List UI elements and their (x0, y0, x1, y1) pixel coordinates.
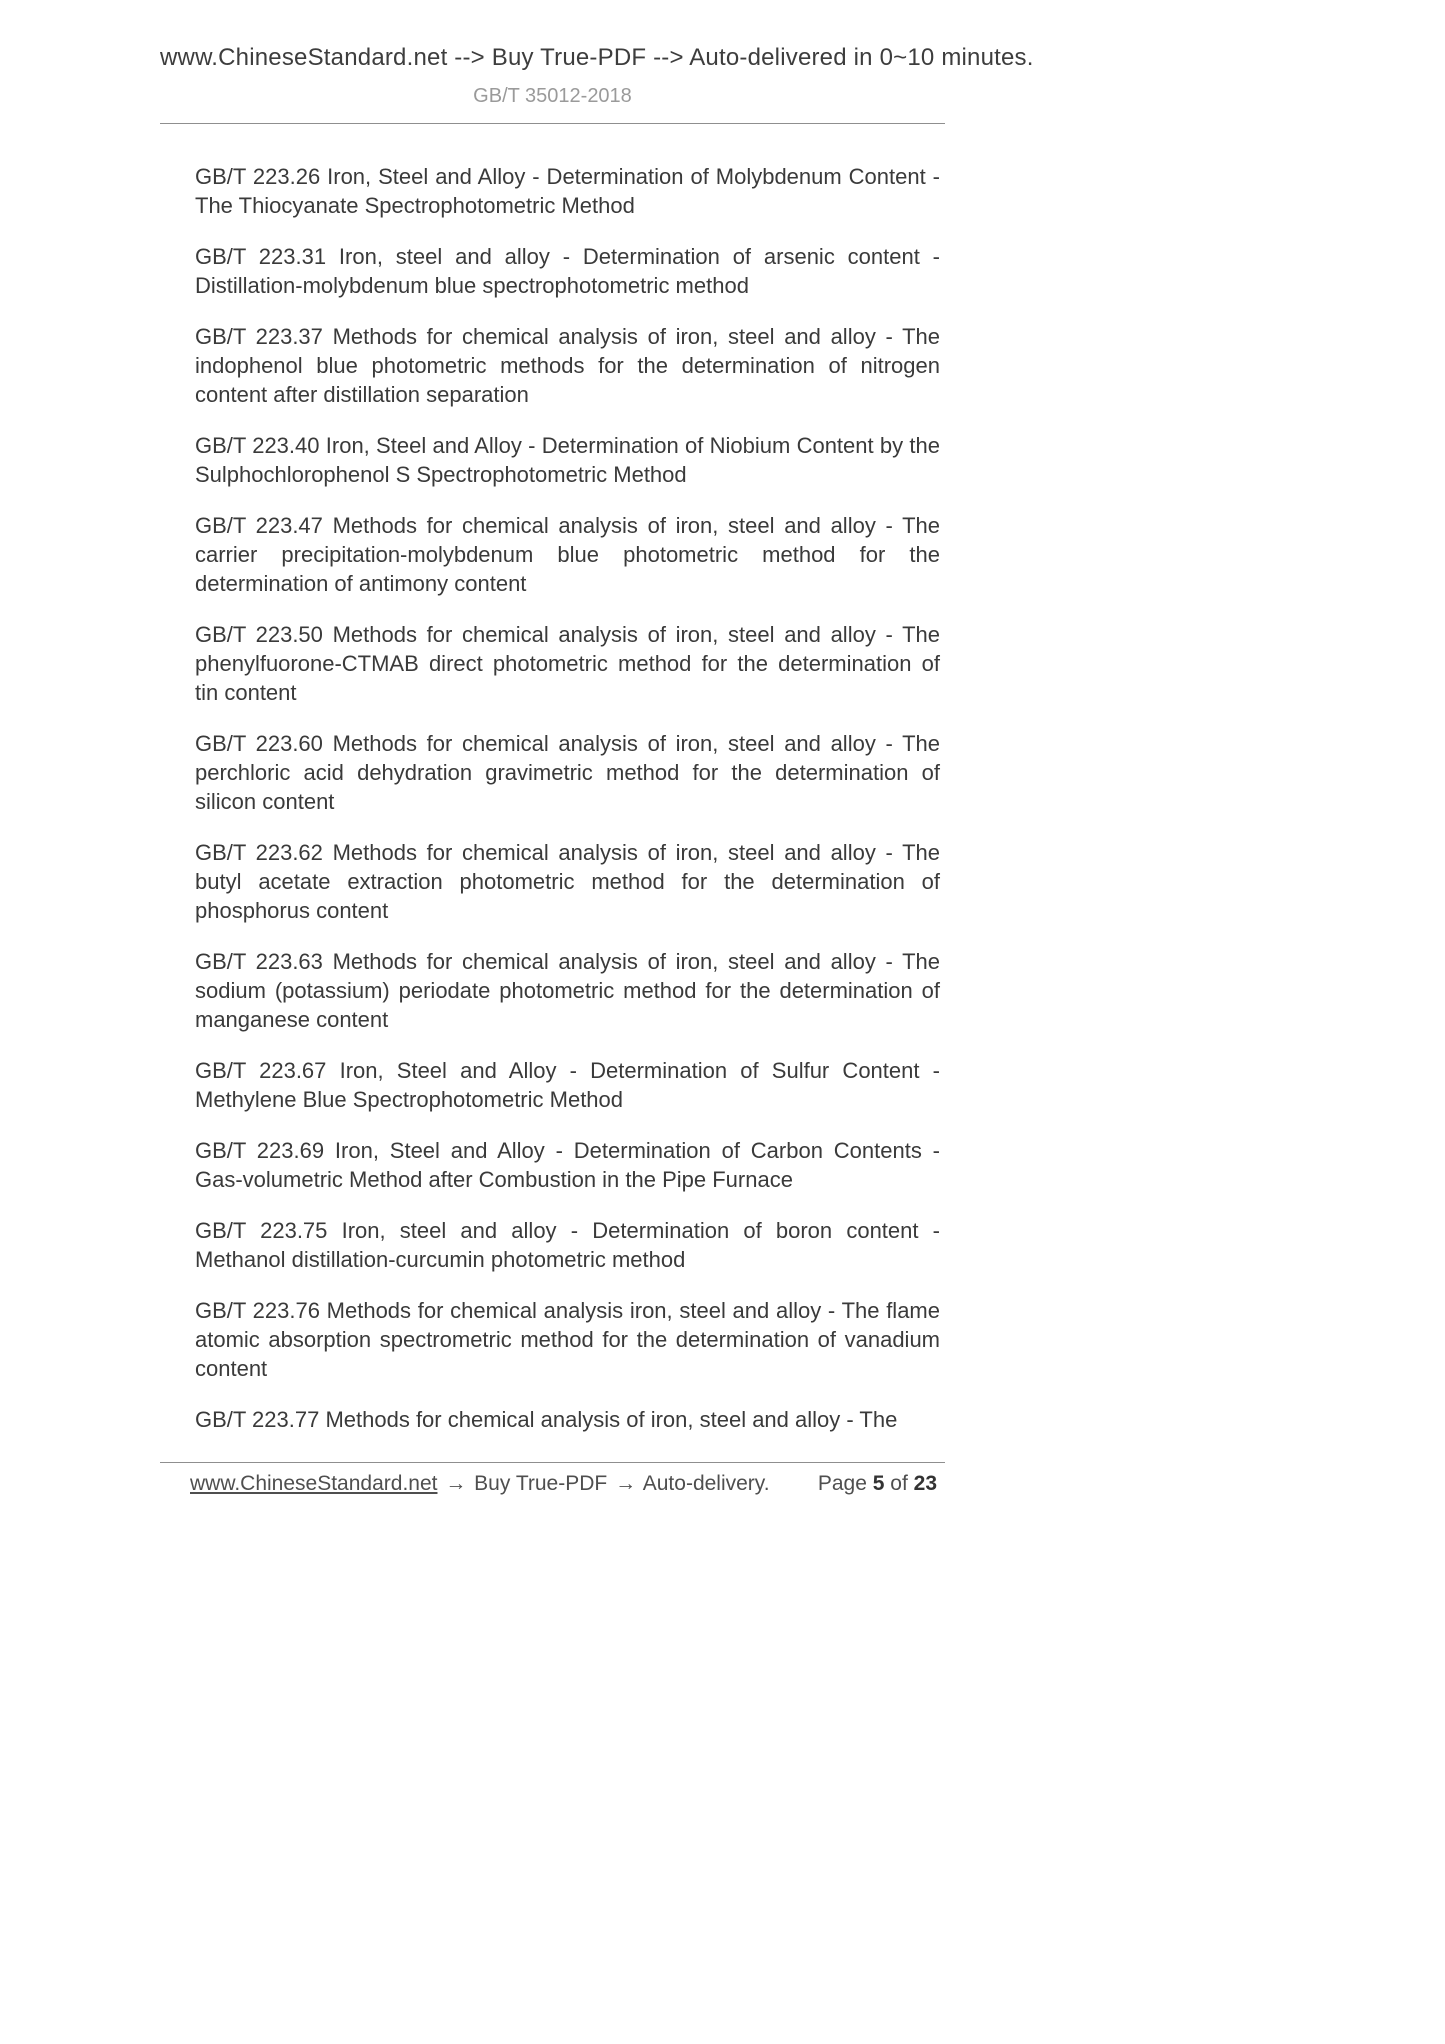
footer-delivery-text: Auto-delivery. (642, 1472, 770, 1495)
page-number: 5 (872, 1472, 885, 1495)
header-banner-text: www.ChineseStandard.net --> Buy True-PDF --> Auto-delivered in 0~10 minutes. (160, 44, 1034, 71)
standard-number: GB/T 35012-2018 (473, 85, 632, 107)
page-word: Page (817, 1472, 867, 1495)
reference-paragraph: GB/T 223.63 Methods for chemical analysis of iron, steel and alloy - The sodium (potassium) periodate photometric method for the determination of manganese content (195, 949, 940, 1032)
reference-paragraph: GB/T 223.75 Iron, steel and alloy - Determination of boron content - Methanol distillation-curcumin photometric method (195, 1218, 940, 1272)
reference-paragraph: GB/T 223.77 Methods for chemical analysis of iron, steel and alloy - The (195, 1407, 898, 1432)
document-body (160, 124, 945, 1434)
arrow-icon: → (445, 1472, 467, 1495)
page-indicator (818, 1472, 937, 1496)
page-footer (160, 1447, 945, 1496)
of-word: of (890, 1472, 908, 1495)
footer-breadcrumb (190, 1472, 770, 1496)
reference-paragraph: GB/T 223.60 Methods for chemical analysis of iron, steel and alloy - The perchloric acid dehydration gravimetric method for the determination of silicon content (195, 731, 940, 814)
page-header (160, 0, 1034, 124)
reference-paragraph: GB/T 223.76 Methods for chemical analysis iron, steel and alloy - The flame atomic absorption spectrometric method for the determination of vanadium content (195, 1298, 940, 1381)
reference-paragraph: GB/T 223.40 Iron, Steel and Alloy - Determination of Niobium Content by the Sulphochlorophenol S Spectrophotometric Method (195, 433, 940, 487)
reference-paragraph: GB/T 223.67 Iron, Steel and Alloy - Determination of Sulfur Content - Methylene Blue Spectrophotometric Method (195, 1058, 940, 1112)
reference-paragraph: GB/T 223.62 Methods for chemical analysis of iron, steel and alloy - The butyl acetate extraction photometric method for the determination of phosphorus content (195, 840, 940, 923)
reference-paragraph: GB/T 223.37 Methods for chemical analysis of iron, steel and alloy - The indophenol blue photometric methods for the determination of nitrogen content after distillation separation (195, 324, 940, 407)
footer-row (160, 1463, 945, 1496)
footer-buy-text: Buy True-PDF (474, 1472, 608, 1495)
document-page (160, 0, 1034, 1434)
reference-paragraph: GB/T 223.69 Iron, Steel and Alloy - Determination of Carbon Contents - Gas-volumetric Method after Combustion in the Pipe Furnace (195, 1138, 940, 1192)
reference-paragraph: GB/T 223.26 Iron, Steel and Alloy - Determination of Molybdenum Content - The Thiocyanate Spectrophotometric Method (195, 164, 940, 218)
reference-paragraph: GB/T 223.50 Methods for chemical analysis of iron, steel and alloy - The phenylfuorone-CTMAB direct photometric method for the determination of tin content (195, 622, 940, 705)
reference-paragraph: GB/T 223.31 Iron, steel and alloy - Determination of arsenic content - Distillation-molybdenum blue spectrophotometric method (195, 244, 940, 298)
reference-paragraph: GB/T 223.47 Methods for chemical analysis of iron, steel and alloy - The carrier precipitation-molybdenum blue photometric method for the determination of antimony content (195, 513, 940, 596)
total-pages: 23 (913, 1472, 937, 1495)
arrow-icon: → (615, 1472, 637, 1495)
footer-site-link[interactable]: www.ChineseStandard.net (190, 1472, 438, 1495)
